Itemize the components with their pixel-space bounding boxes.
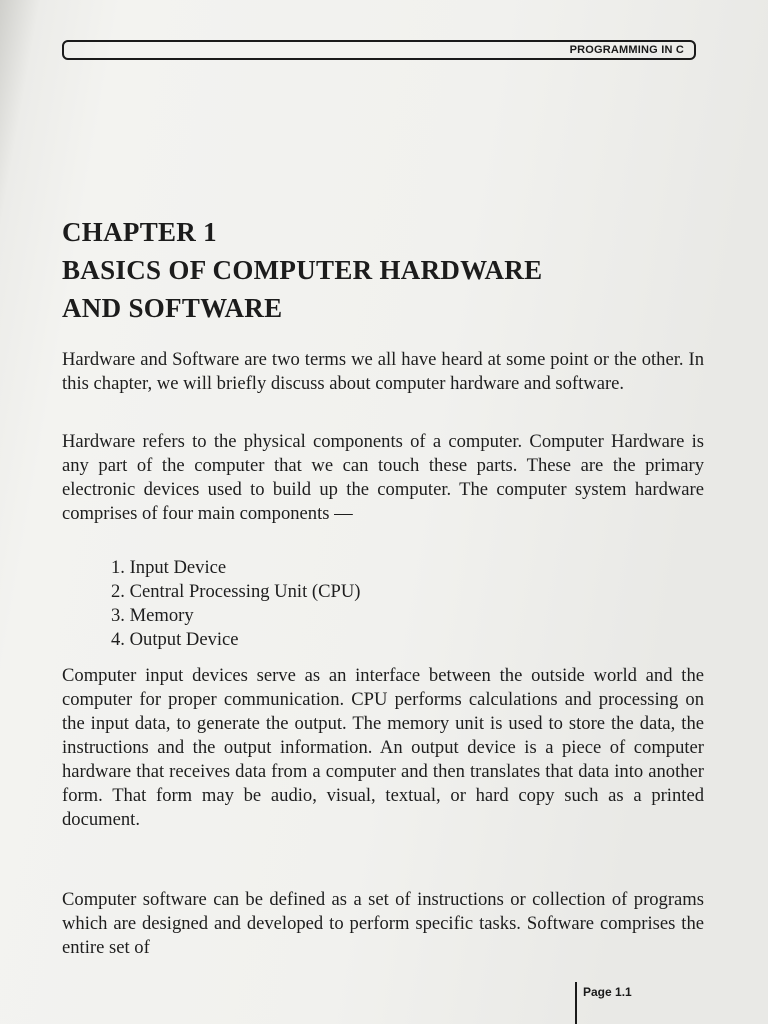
- list-item: 2. Central Processing Unit (CPU): [111, 581, 361, 602]
- chapter-title-line-2: AND SOFTWARE: [62, 293, 283, 323]
- list-item: 3. Memory: [111, 605, 194, 626]
- page-number-footer: [575, 982, 632, 1024]
- running-header-bar: [62, 40, 696, 60]
- chapter-heading: [62, 213, 712, 327]
- chapter-number: CHAPTER 1: [62, 217, 217, 247]
- chapter-title-line-1: BASICS OF COMPUTER HARDWARE: [62, 255, 543, 285]
- paragraph-devices: Computer input devices serve as an interface between the outside world and the computer for proper communication. CPU performs calculations and processing on the input data, to generate the output. The memory unit is used to store the data, the instructions and the output information. An output device is a piece of computer hardware that receives data from a computer and then translates that data into another form. That form may be audio, visual, textual, or hard copy such as a printed document.: [62, 665, 704, 830]
- components-list: [111, 556, 360, 652]
- paragraph-intro: Hardware and Software are two terms we all have heard at some point or the other. In this chapter, we will briefly discuss about computer hardware and software.: [62, 349, 704, 394]
- paragraph-hardware-definition: Hardware refers to the physical components of a computer. Computer Hardware is any part of the computer that we can touch these parts. These are the primary electronic devices used to build up the computer. The computer system hardware comprises of four main components —: [62, 431, 704, 524]
- list-item: 1. Input Device: [111, 557, 227, 578]
- page-number: Page 1.1: [583, 985, 632, 999]
- running-header-title: PROGRAMMING IN C: [569, 44, 684, 56]
- paragraph-software-definition: Computer software can be defined as a set of instructions or collection of programs which are designed and developed to perform specific tasks. Software comprises the entire set of: [62, 889, 704, 958]
- list-item: 4. Output Device: [111, 629, 239, 650]
